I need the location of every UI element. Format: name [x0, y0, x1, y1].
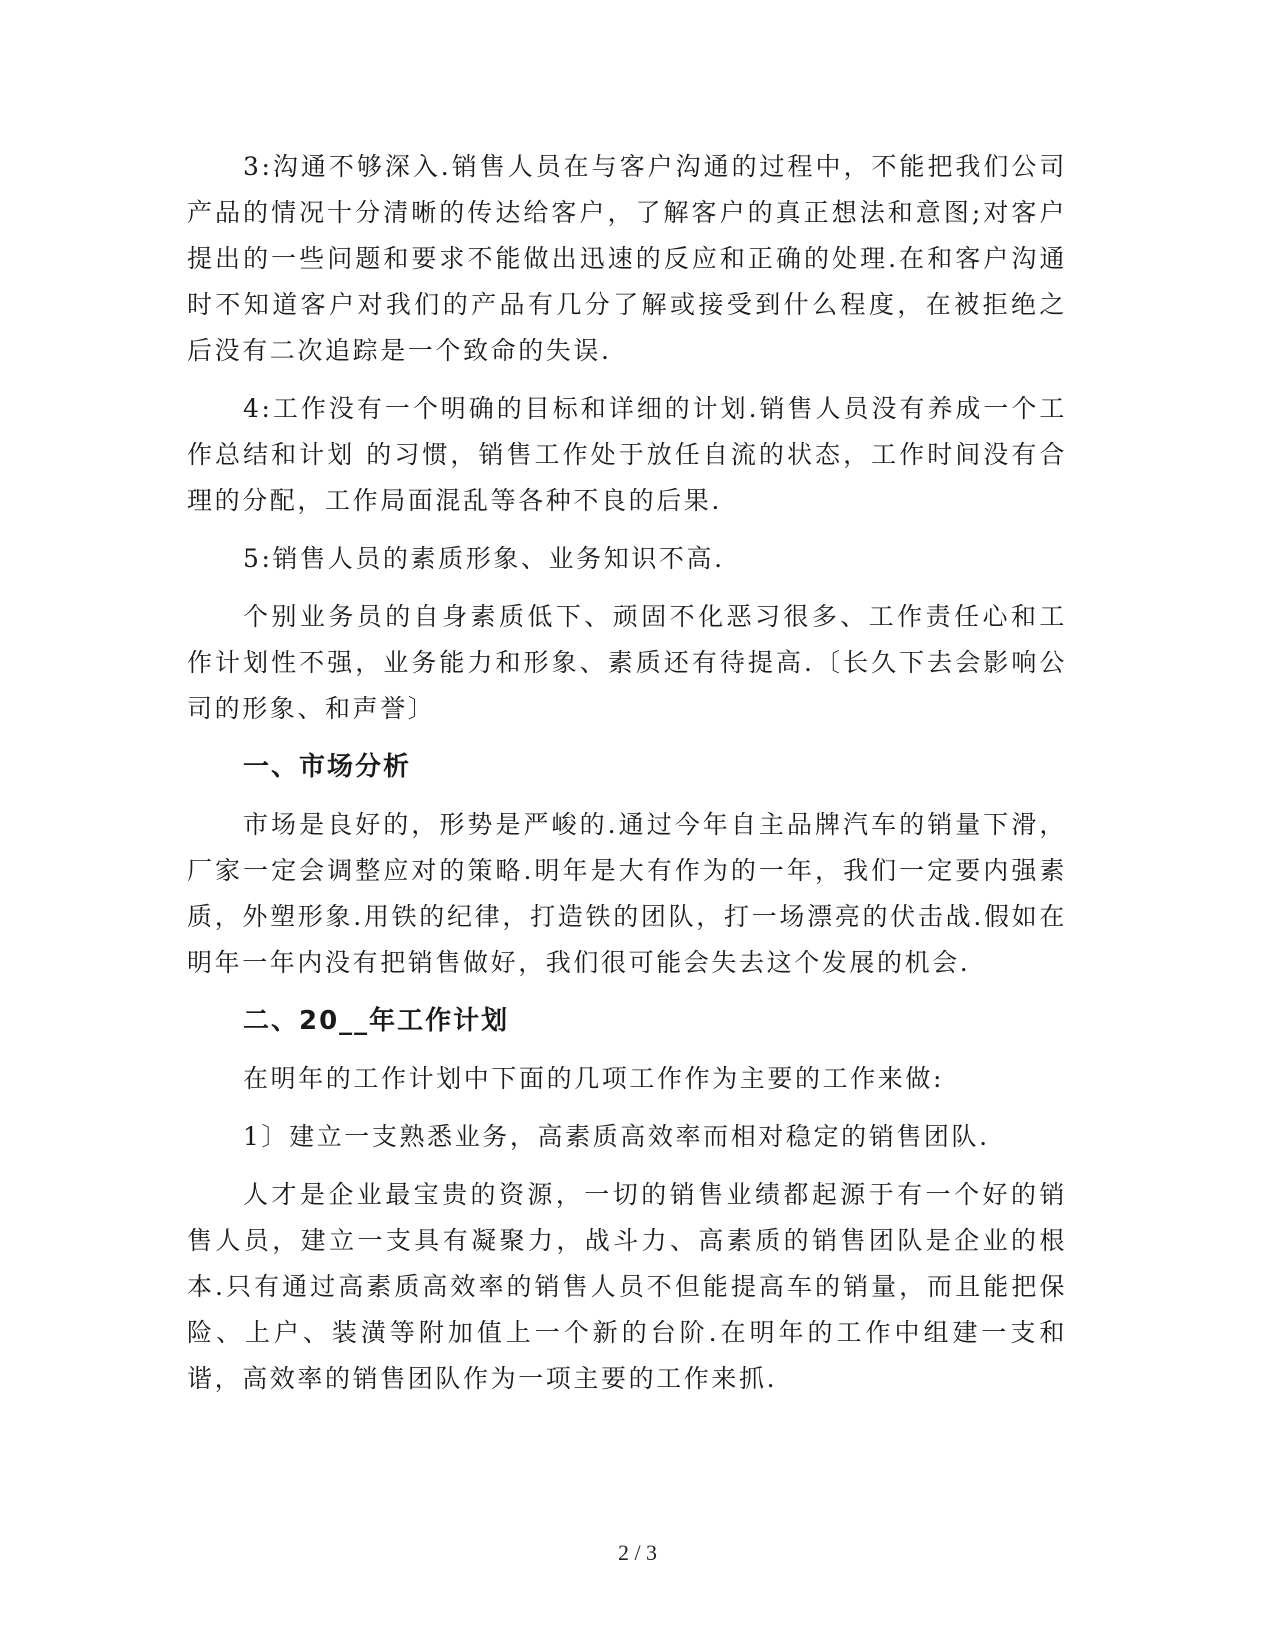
paragraph-plan-intro: 在明年的工作计划中下面的几项工作作为主要的工作来做:: [243, 1064, 945, 1093]
paragraph-staff-detail: 个别业务员的自身素质低下、顽固不化恶习很多、工作责任心和工作计划性不强，业务能力和形象、素质还有待提高.〔长久下去会影响公司的形象、和声誉〕: [187, 602, 1067, 723]
page-number: 2 / 3: [617, 1540, 658, 1565]
paragraph-staff-quality: 5:销售人员的素质形象、业务知识不高.: [243, 544, 725, 573]
heading-work-plan: 二、20__年工作计划: [243, 1006, 510, 1036]
document-body: [187, 144, 1067, 1414]
paragraph-communication: 3:沟通不够深入.销售人员在与客户沟通的过程中，不能把我们公司产品的情况十分清晰的传达给客户，了解客户的真正想法和意图;对客户提出的一些问题和要求不能做出迅速的反应和正确的处理.在和客户沟通时不知道客户对我们的产品有几分了解或接受到什么程度，在被拒绝之后没有二次追踪是一个致命的失误.: [187, 152, 1067, 365]
paragraph-market-analysis: 市场是良好的，形势是严峻的.通过今年自主品牌汽车的销量下滑，厂家一定会调整应对的策略.明年是大有作为的一年，我们一定要内强素质，外塑形象.用铁的纪律，打造铁的团队，打一场漂亮的伏击战.假如在明年一年内没有把销售做好，我们很可能会失去这个发展的机会.: [187, 810, 1067, 977]
paragraph-work-plan-issue: 4:工作没有一个明确的目标和详细的计划.销售人员没有养成一个工作总结和计划 的习惯，销售工作处于放任自流的状态，工作时间没有合理的分配，工作局面混乱等各种不良的后果.: [187, 394, 1067, 515]
paragraph-talent: 人才是企业最宝贵的资源，一切的销售业绩都起源于有一个好的销售人员，建立一支具有凝聚力，战斗力、高素质的销售团队是企业的根本.只有通过高素质高效率的销售人员不但能提高车的销量，而且能把保险、上户、装潢等附加值上一个新的台阶.在明年的工作中组建一支和谐，高效率的销售团队作为一项主要的工作来抓.: [187, 1180, 1067, 1393]
heading-market-analysis: 一、市场分析: [243, 752, 412, 782]
paragraph-plan-item-1: 1〕建立一支熟悉业务，高素质高效率而相对稳定的销售团队.: [243, 1122, 990, 1151]
